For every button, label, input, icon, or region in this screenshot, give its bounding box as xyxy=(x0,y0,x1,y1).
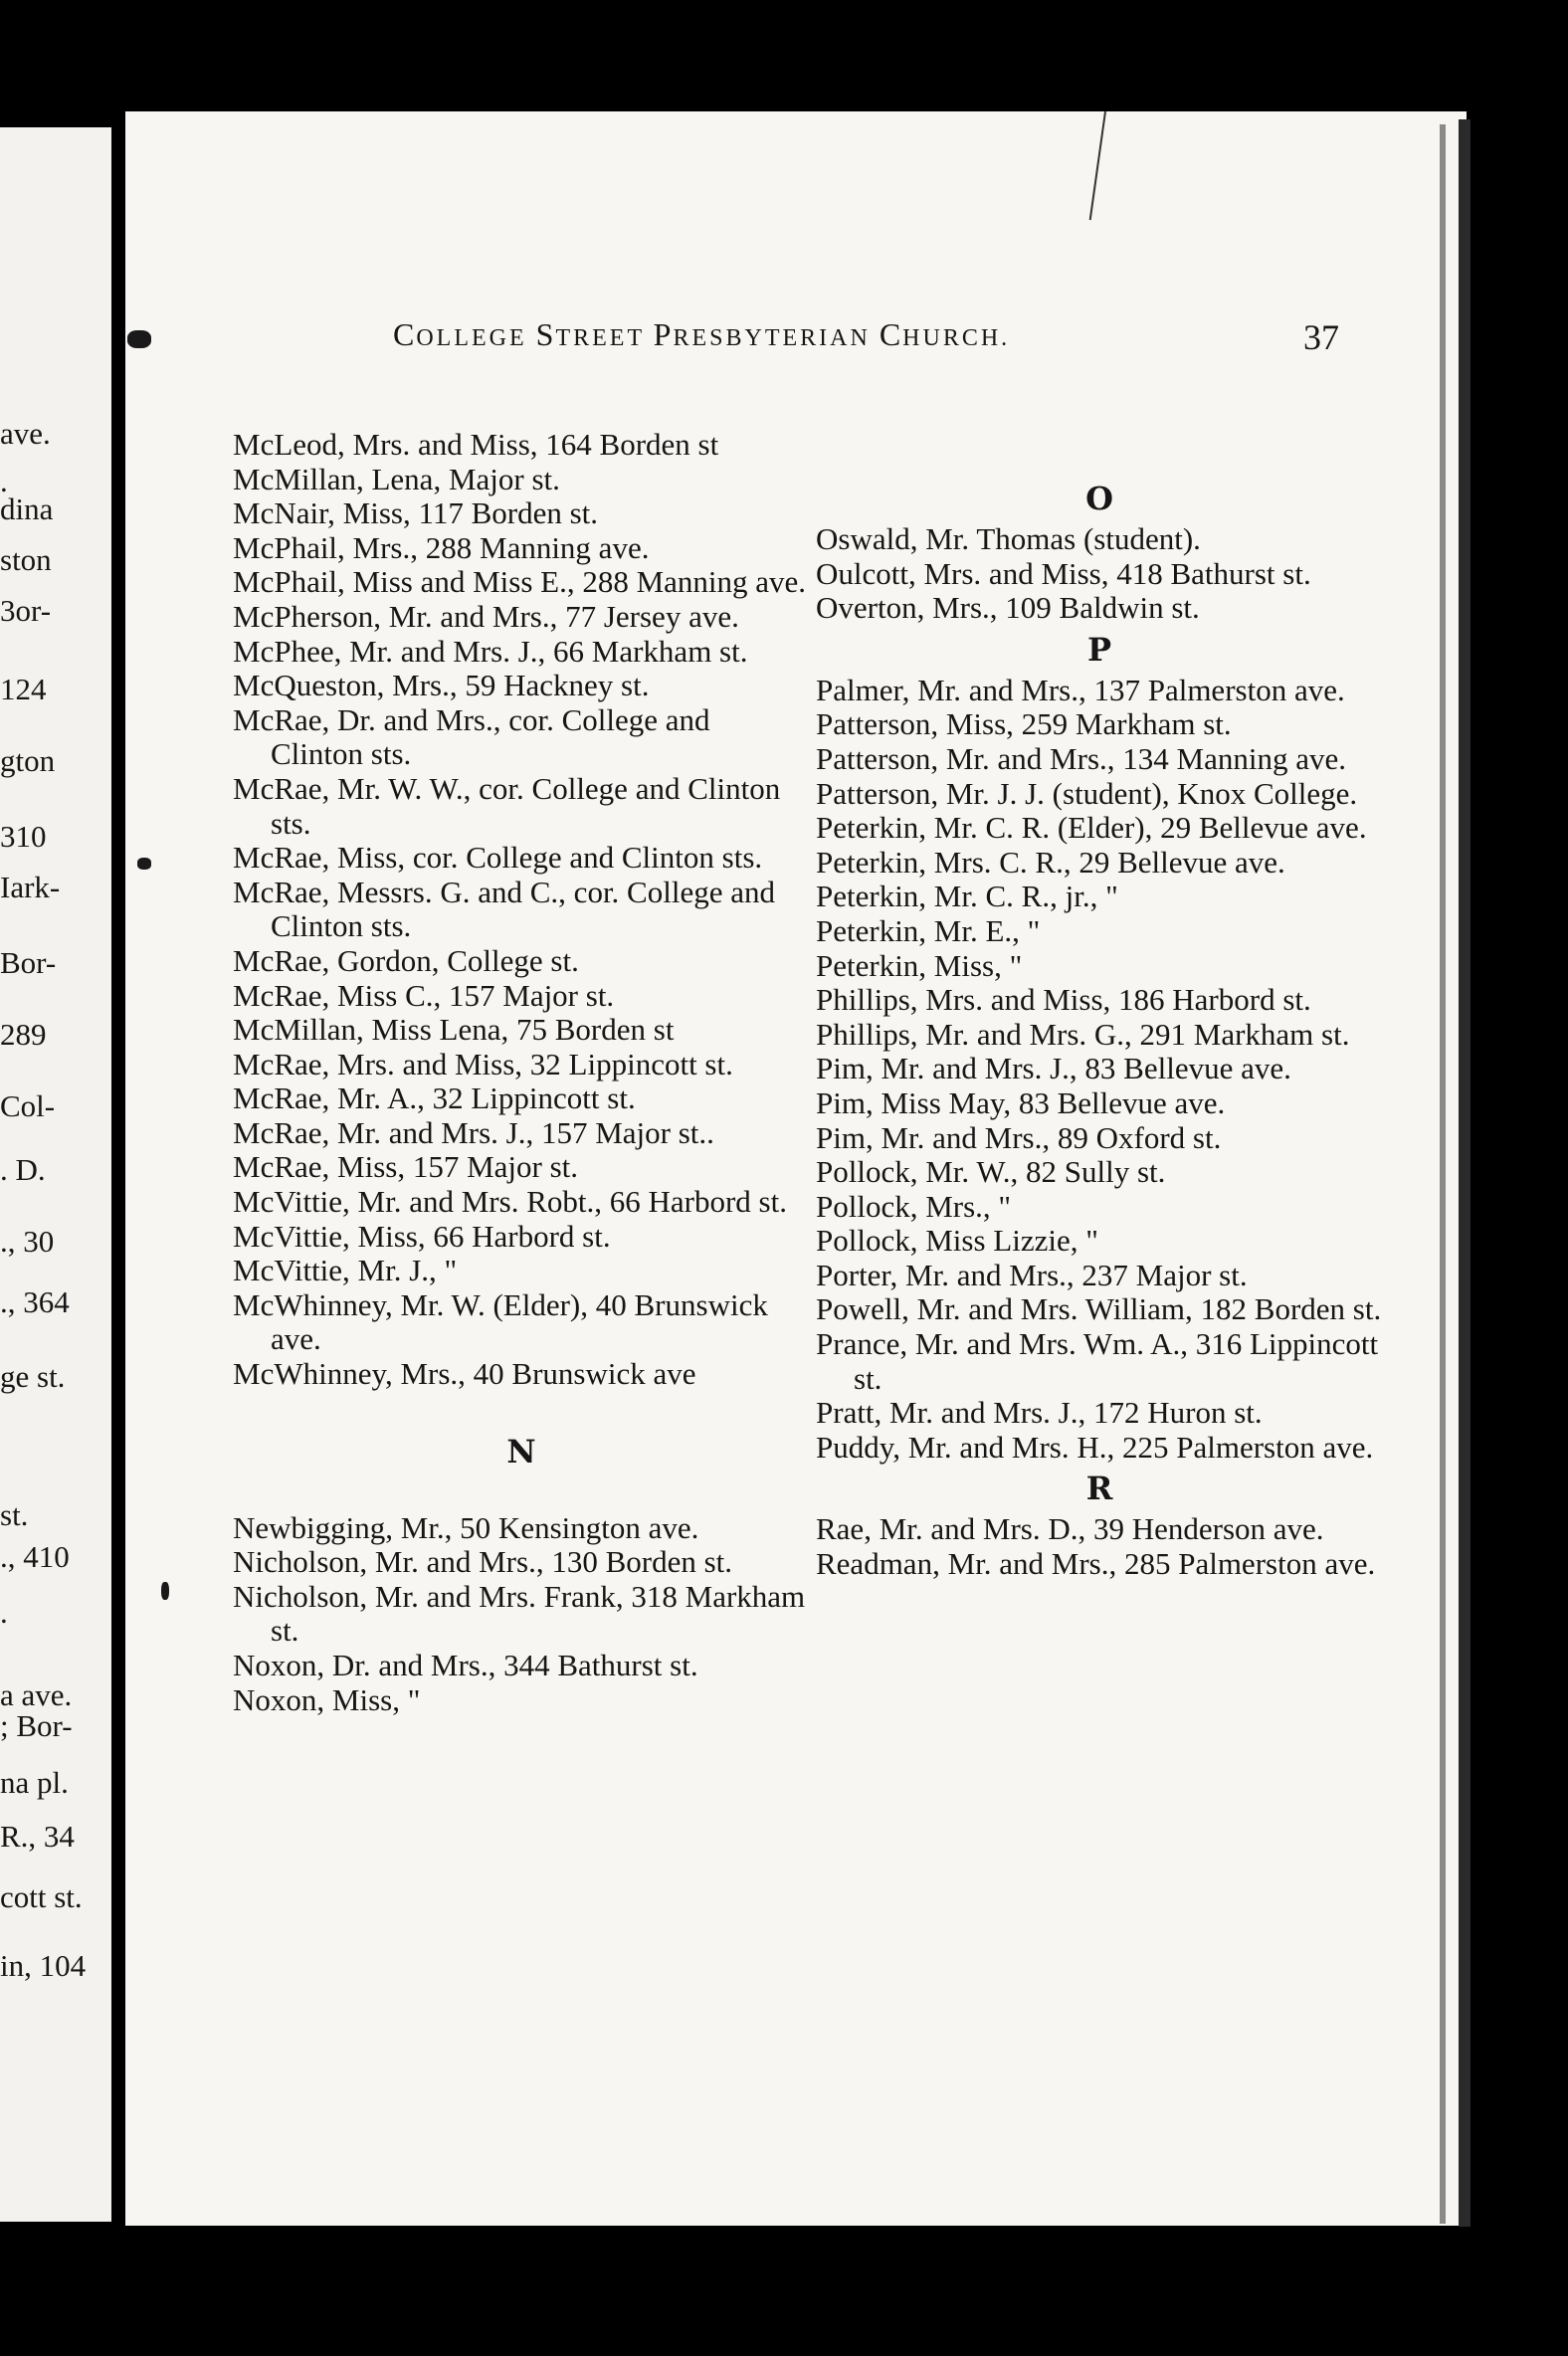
fragment-text: 289 xyxy=(0,1017,47,1052)
fragment-text: . xyxy=(0,464,8,499)
directory-entry: Noxon, Dr. and Mrs., 344 Bathurst st. xyxy=(233,1648,698,1682)
directory-entry: McNair, Miss, 117 Borden st. xyxy=(233,495,599,531)
fragment-text: ge st. xyxy=(0,1359,66,1395)
fragment-text: a ave. xyxy=(0,1677,73,1713)
directory-entry: McWhinney, Mrs., 40 Brunswick ave xyxy=(233,1356,696,1392)
fragment-text: R., 34 xyxy=(0,1819,75,1855)
fragment-text: . D. xyxy=(0,1151,46,1187)
directory-entry: Pollock, Miss Lizzie, " xyxy=(816,1223,1098,1259)
ink-blot xyxy=(127,330,151,348)
directory-entry: McRae, Messrs. G. and C., cor. College and Clinton sts. xyxy=(233,874,775,944)
directory-entry: Patterson, Miss, 259 Markham st. xyxy=(816,706,1232,742)
fragment-text: 3or- xyxy=(0,593,52,629)
directory-entry: McPhail, Mrs., 288 Manning ave. xyxy=(233,529,650,565)
directory-entry: Phillips, Mrs. and Miss, 186 Harbord st. xyxy=(816,982,1311,1018)
directory-entry: Prance, Mr. and Mrs. Wm. A., 316 Lippincott st. xyxy=(816,1326,1379,1396)
section-letter: P xyxy=(1086,630,1112,669)
directory-entry: Pollock, Mr. W., 82 Sully st. xyxy=(816,1154,1166,1190)
directory-entry: McMillan, Lena, Major st. xyxy=(233,461,560,496)
directory-entry: Pratt, Mr. and Mrs. J., 172 Huron st. xyxy=(816,1395,1263,1431)
directory-entry: Pim, Mr. and Mrs. J., 83 Bellevue ave. xyxy=(816,1051,1291,1086)
directory-column-left xyxy=(233,428,810,1717)
directory-entry: Puddy, Mr. and Mrs. H., 225 Palmerston ave. xyxy=(816,1429,1374,1465)
fragment-text: dina xyxy=(0,491,54,526)
fragment-text: ; Bor- xyxy=(0,1707,73,1743)
fragment-text: ave. xyxy=(0,416,51,451)
directory-entry: McRae, Mr. and Mrs. J., 157 Major st.. xyxy=(233,1114,714,1150)
directory-entry: McLeod, Mrs. and Miss, 164 Borden st xyxy=(233,427,719,462)
directory-entry: Readman, Mr. and Mrs., 285 Palmerston ave. xyxy=(816,1546,1376,1582)
directory-entry: McRae, Miss C., 157 Major st. xyxy=(233,977,615,1013)
section-letter: R xyxy=(1085,1470,1113,1508)
section-gap xyxy=(233,1475,810,1511)
directory-entry: Patterson, Mr. and Mrs., 134 Manning ave. xyxy=(816,740,1346,776)
directory-entry: Overton, Mrs., 109 Baldwin st. xyxy=(816,590,1200,626)
directory-entry: McQueston, Mrs., 59 Hackney st. xyxy=(233,668,650,703)
directory-column-right xyxy=(816,475,1383,1582)
fragment-text: cott st. xyxy=(0,1878,83,1914)
section-letter: O xyxy=(1085,480,1113,517)
directory-entry: Rae, Mr. and Mrs. D., 39 Henderson ave. xyxy=(816,1511,1324,1547)
page-edge xyxy=(1440,124,1446,2224)
directory-entry: McPhail, Miss and Miss E., 288 Manning ave. xyxy=(233,564,807,600)
ink-blot xyxy=(161,1582,169,1600)
directory-entry: McRae, Miss, cor. College and Clinton sts. xyxy=(233,840,763,876)
fragment-text: Bor- xyxy=(0,944,57,980)
directory-entry: McRae, Mrs. and Miss, 32 Lippincott st. xyxy=(233,1046,733,1081)
directory-entry: Noxon, Miss, " xyxy=(233,1681,421,1717)
directory-entry: Powell, Mr. and Mrs. William, 182 Borden st. xyxy=(816,1291,1382,1327)
directory-entry: McVittie, Mr. J., " xyxy=(233,1253,458,1288)
fragment-text: Iark- xyxy=(0,870,61,905)
directory-entry: Peterkin, Mr. E., " xyxy=(816,912,1041,948)
directory-entry: Patterson, Mr. J. J. (student), Knox College. xyxy=(816,775,1358,811)
directory-entry: McRae, Mr. W. W., cor. College and Clinton sts. xyxy=(233,770,781,841)
directory-entry: Pollock, Mrs., " xyxy=(816,1188,1012,1224)
directory-entry: Peterkin, Mrs. C. R., 29 Bellevue ave. xyxy=(816,844,1285,880)
directory-entry: McRae, Dr. and Mrs., cor. College and Clinton sts. xyxy=(233,701,710,772)
fragment-text: ., 30 xyxy=(0,1224,55,1260)
directory-entry: McRae, Mr. A., 32 Lippincott st. xyxy=(233,1080,636,1116)
fragment-text: gton xyxy=(0,743,56,779)
running-header: COLLEGE STREET PRESBYTERIAN CHURCH. xyxy=(393,316,1011,352)
directory-entry: Pim, Miss May, 83 Bellevue ave. xyxy=(816,1084,1226,1120)
directory-entry: Peterkin, Mr. C. R. (Elder), 29 Bellevue ave. xyxy=(816,810,1367,846)
fragment-text: . xyxy=(0,1595,8,1631)
page-number: 37 xyxy=(1303,317,1339,357)
directory-entry: McPhee, Mr. and Mrs. J., 66 Markham st. xyxy=(233,633,748,669)
fragment-text: st. xyxy=(0,1497,29,1533)
section-letter: N xyxy=(506,1432,536,1471)
directory-entry: McVittie, Miss, 66 Harbord st. xyxy=(233,1218,611,1254)
fragment-text: 124 xyxy=(0,671,47,706)
ink-blot xyxy=(137,858,151,870)
adjacent-page-fragment xyxy=(0,127,111,2222)
directory-entry: Pim, Mr. and Mrs., 89 Oxford st. xyxy=(816,1119,1222,1155)
directory-entry: Palmer, Mr. and Mrs., 137 Palmerston ave. xyxy=(816,672,1345,707)
directory-entry: Nicholson, Mr. and Mrs., 130 Borden st. xyxy=(233,1544,733,1580)
directory-entry: McMillan, Miss Lena, 75 Borden st xyxy=(233,1012,675,1048)
directory-entry: McWhinney, Mr. W. (Elder), 40 Brunswick ave. xyxy=(233,1286,768,1357)
fragment-text: Col- xyxy=(0,1088,56,1124)
directory-entry: McRae, Miss, 157 Major st. xyxy=(233,1149,579,1185)
fragment-text: ., 364 xyxy=(0,1283,70,1319)
directory-entry: Oswald, Mr. Thomas (student). xyxy=(816,521,1201,556)
directory-entry: Phillips, Mr. and Mrs. G., 291 Markham st. xyxy=(816,1016,1350,1052)
directory-entry: Oulcott, Mrs. and Miss, 418 Bathurst st. xyxy=(816,555,1311,591)
section-gap xyxy=(233,1392,810,1428)
fragment-text: in, 104 xyxy=(0,1948,87,1984)
directory-entry: Peterkin, Mr. C. R., jr., " xyxy=(816,879,1118,914)
directory-entry: Nicholson, Mr. and Mrs. Frank, 318 Markham st. xyxy=(233,1578,806,1649)
directory-entry: McRae, Gordon, College st. xyxy=(233,942,579,978)
fragment-text: ., 410 xyxy=(0,1539,70,1575)
directory-entry: McVittie, Mr. and Mrs. Robt., 66 Harbord st. xyxy=(233,1184,787,1220)
directory-entry: Porter, Mr. and Mrs., 237 Major st. xyxy=(816,1257,1248,1292)
fragment-text: 310 xyxy=(0,818,47,854)
directory-entry: Peterkin, Miss, " xyxy=(816,947,1023,983)
fragment-text: ston xyxy=(0,541,52,577)
binding-edge xyxy=(1459,119,1470,2227)
directory-entry: Newbigging, Mr., 50 Kensington ave. xyxy=(233,1509,699,1545)
directory-entry: McPherson, Mr. and Mrs., 77 Jersey ave. xyxy=(233,598,739,634)
fragment-text: na pl. xyxy=(0,1764,69,1800)
